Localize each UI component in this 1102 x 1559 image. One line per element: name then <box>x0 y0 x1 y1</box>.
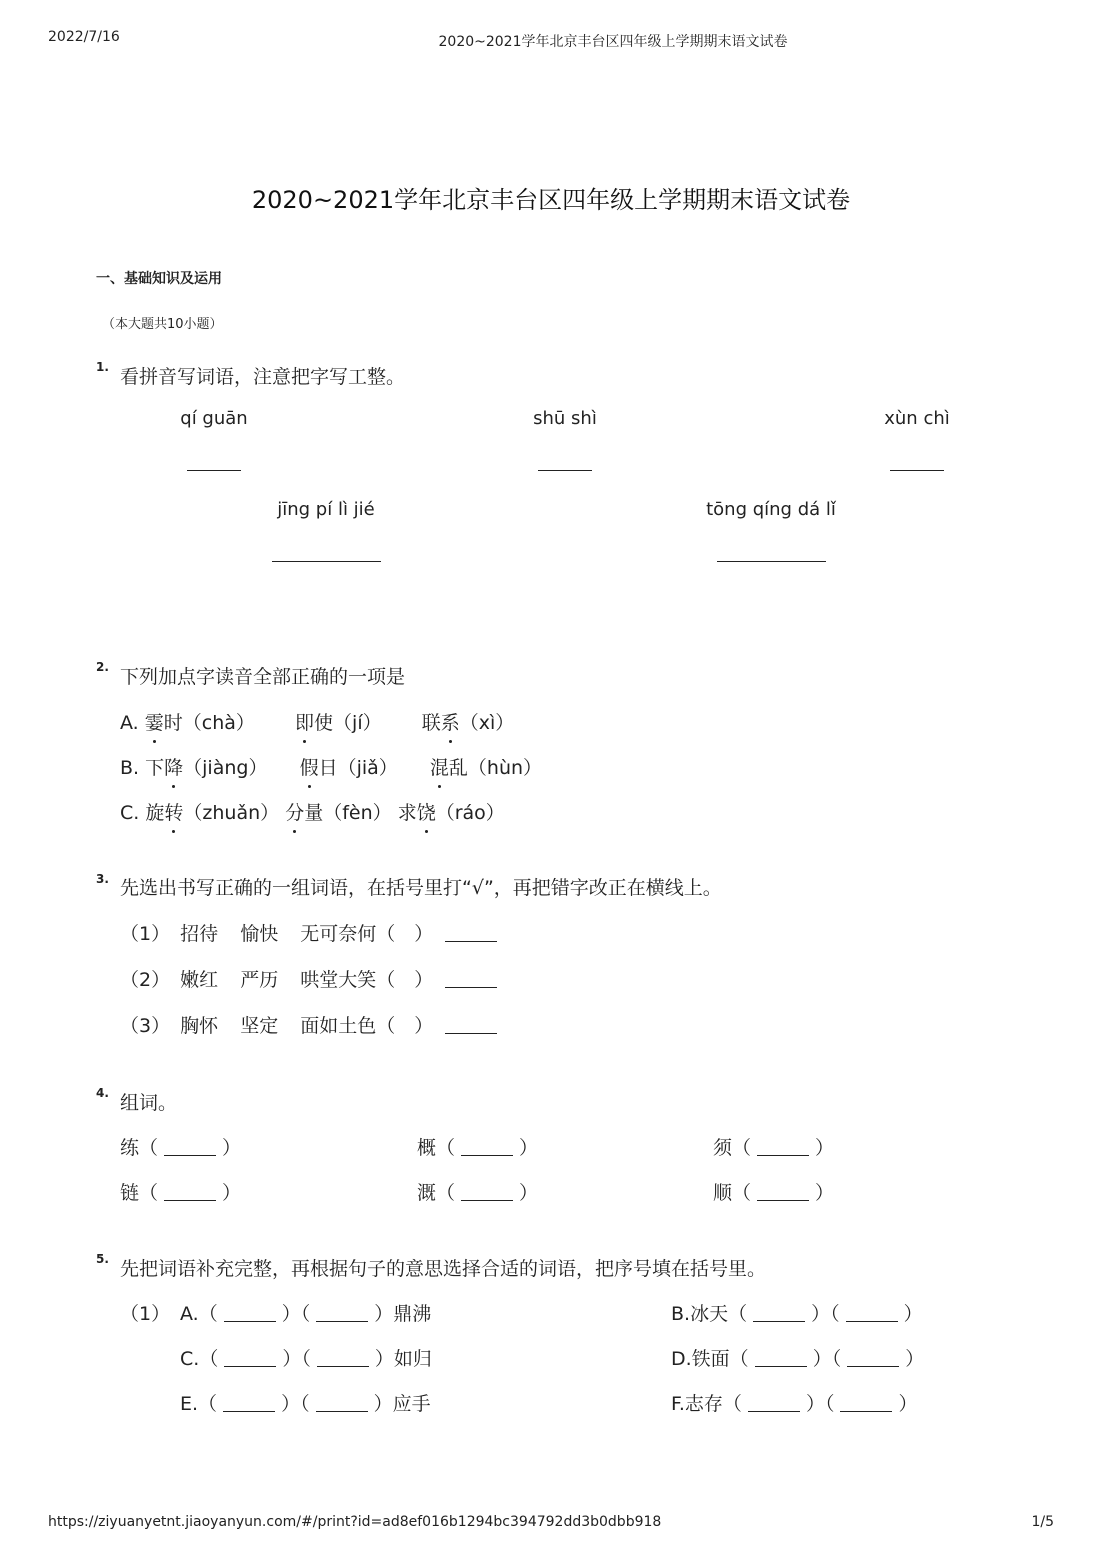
item-label: D.铁面 <box>671 1348 730 1370</box>
paren-close: ） <box>811 1303 831 1325</box>
pinyin-label: qí guān <box>180 408 248 429</box>
word: 无可奈何 <box>300 923 377 945</box>
idiom-item <box>180 1344 432 1371</box>
answer-line[interactable] <box>224 1321 276 1322</box>
word-build-item <box>713 1178 834 1205</box>
page-title: 2020~2021学年北京丰台区四年级上学期期末语文试卷 <box>251 186 851 214</box>
word: 哄堂大笑 <box>300 969 377 991</box>
word-build-item <box>417 1178 538 1205</box>
paren-open: （ <box>732 1137 752 1159</box>
word-part: 量 <box>304 802 324 824</box>
header-date: 2022/7/16 <box>48 29 120 45</box>
paren-close: ） <box>281 1303 301 1325</box>
word: 严历 <box>240 969 279 991</box>
word-build-item <box>120 1178 241 1205</box>
word-part: 旋 <box>145 802 165 824</box>
paren-open: （ <box>139 1182 159 1204</box>
option-a[interactable] <box>120 708 514 735</box>
row-index: （3） <box>120 1015 171 1037</box>
pinyin: （ráo） <box>435 802 505 824</box>
answer-line[interactable] <box>164 1200 216 1201</box>
answer-line[interactable] <box>847 1366 899 1367</box>
idiom-item <box>180 1389 431 1416</box>
paren-close: ） <box>373 1393 393 1415</box>
paren-close: ） <box>815 1137 835 1159</box>
row-index: （2） <box>120 969 171 991</box>
paren-close: ） <box>903 1303 923 1325</box>
question-number: 2. <box>96 660 109 674</box>
word-build-item <box>120 1133 241 1160</box>
dotted-char: 假 <box>300 753 319 780</box>
answer-line[interactable] <box>223 1411 275 1412</box>
idiom-tail: 鼎沸 <box>393 1303 432 1325</box>
char: 练 <box>120 1137 140 1159</box>
item-label: F.志存 <box>671 1393 723 1415</box>
item-label: B.冰天 <box>671 1303 729 1325</box>
paren-open: （ <box>436 1182 456 1204</box>
answer-line[interactable] <box>187 470 241 471</box>
word: 胸怀 <box>180 1015 219 1037</box>
paren-open: （ <box>198 1393 218 1415</box>
paren-open: （ <box>198 1303 218 1325</box>
paren-close: ） <box>282 1348 302 1370</box>
option-label: C. <box>120 802 140 824</box>
word: 嫩红 <box>180 969 219 991</box>
pinyin: （hùn） <box>467 757 543 779</box>
word-build-item <box>713 1133 834 1160</box>
word-group-row <box>120 919 503 946</box>
dotted-char: 霎 <box>145 708 164 735</box>
item-label: E. <box>180 1393 199 1415</box>
paren-open: （ <box>732 1182 752 1204</box>
paren-close: ） <box>898 1393 918 1415</box>
question-number: 5. <box>96 1252 109 1266</box>
item-label: C. <box>180 1348 200 1370</box>
word-part: 使 <box>314 712 334 734</box>
answer-line[interactable] <box>748 1411 800 1412</box>
answer-line[interactable] <box>317 1366 369 1367</box>
idiom-item <box>671 1299 923 1326</box>
pinyin: （xì） <box>459 712 515 734</box>
char: 概 <box>417 1137 437 1159</box>
row-index: （1） <box>120 923 171 945</box>
dotted-char: 分 <box>285 798 304 825</box>
char: 顺 <box>713 1182 733 1204</box>
check-paren[interactable]: （ ） <box>376 969 434 991</box>
option-label: A. <box>120 712 139 734</box>
answer-line[interactable] <box>757 1200 809 1201</box>
char: 溉 <box>417 1182 437 1204</box>
word-part: 日 <box>318 757 338 779</box>
item-label: A. <box>180 1303 199 1325</box>
question-text: 先把词语补充完整，再根据句子的意思选择合适的词语，把序号填在括号里。 <box>120 1258 767 1280</box>
paren-open: （ <box>436 1137 456 1159</box>
answer-line[interactable] <box>846 1321 898 1322</box>
footer-url[interactable]: https://ziyuanyetnt.jiaoyanyun.com/#/print?id=ad8ef016b1294bc394792dd3b0dbb918 <box>48 1514 662 1530</box>
word: 坚定 <box>240 1015 279 1037</box>
dotted-char: 混 <box>430 753 449 780</box>
paren-close: ） <box>905 1348 925 1370</box>
header-title: 2020~2021学年北京丰台区四年级上学期期末语文试卷 <box>438 34 788 50</box>
paren-open: （ <box>831 1348 842 1370</box>
dotted-char: 系 <box>441 708 460 735</box>
paren-close: ） <box>222 1137 242 1159</box>
check-paren[interactable]: （ ） <box>376 1015 434 1037</box>
pinyin: （jí） <box>333 712 382 734</box>
paren-open: （ <box>830 1303 840 1325</box>
idiom-item <box>180 1299 431 1326</box>
word-part: 下 <box>145 757 165 779</box>
paren-open: （ <box>728 1303 748 1325</box>
pinyin-label: shū shì <box>533 408 597 429</box>
answer-line[interactable] <box>753 1321 805 1322</box>
pinyin: （fèn） <box>323 802 392 824</box>
answer-line[interactable] <box>224 1366 276 1367</box>
answer-line[interactable] <box>717 561 826 562</box>
word: 招待 <box>180 923 219 945</box>
pinyin: （zhuǎn） <box>183 802 280 824</box>
pinyin-label: xùn chì <box>884 408 950 429</box>
question-number: 3. <box>96 872 109 886</box>
dotted-char: 转 <box>164 798 183 825</box>
paren-open: （ <box>300 1303 311 1325</box>
word-group-row <box>120 1011 503 1038</box>
dotted-char: 饶 <box>417 798 436 825</box>
idiom-item <box>671 1344 924 1371</box>
page-number: 1/5 <box>1031 1514 1054 1530</box>
answer-line[interactable] <box>445 1033 497 1034</box>
option-c[interactable] <box>120 798 505 825</box>
answer-line[interactable] <box>890 470 944 471</box>
question-number: 4. <box>96 1086 109 1100</box>
paren-close: ） <box>374 1348 394 1370</box>
answer-line[interactable] <box>755 1366 807 1367</box>
question-number: 1. <box>96 360 109 374</box>
answer-line[interactable] <box>461 1155 513 1156</box>
answer-line[interactable] <box>757 1155 809 1156</box>
section-title: 一、基础知识及运用 <box>96 271 222 287</box>
paren-close: ） <box>815 1182 835 1204</box>
answer-line[interactable] <box>445 941 497 942</box>
check-paren[interactable]: （ ） <box>376 923 434 945</box>
option-b[interactable] <box>120 753 542 780</box>
question-text: 组词。 <box>120 1092 178 1114</box>
paren-close: ） <box>222 1182 242 1204</box>
paren-open: （ <box>139 1137 159 1159</box>
dotted-char: 即 <box>295 708 314 735</box>
sub-index: （1） <box>120 1303 171 1325</box>
word-build-item <box>417 1133 538 1160</box>
pinyin-label: jīng pí lì jié <box>277 499 375 520</box>
paren-open: （ <box>722 1393 742 1415</box>
question-text: 先选出书写正确的一组词语，在括号里打“√”，再把错字改正在横线上。 <box>120 877 722 899</box>
answer-line[interactable] <box>840 1411 892 1412</box>
word: 愉快 <box>240 923 279 945</box>
pinyin: （jiàng） <box>183 757 268 779</box>
question-text: 下列加点字读音全部正确的一项是 <box>120 666 406 688</box>
option-label: B. <box>120 757 140 779</box>
paren-open: （ <box>300 1393 310 1415</box>
word-group-row <box>120 965 503 992</box>
pinyin: （jiǎ） <box>337 757 398 779</box>
paren-open: （ <box>301 1348 311 1370</box>
paren-close: ） <box>519 1182 539 1204</box>
word-part: 时 <box>163 712 183 734</box>
question-text: 看拼音写词语，注意把字写工整。 <box>120 366 406 388</box>
paren-close: ） <box>374 1303 394 1325</box>
pinyin-label: tōng qíng dá lǐ <box>706 499 836 520</box>
section-note: （本大题共10小题） <box>102 317 223 332</box>
paren-open: （ <box>199 1348 219 1370</box>
answer-line[interactable] <box>316 1411 368 1412</box>
word: 面如土色 <box>300 1015 377 1037</box>
idiom-tail: 应手 <box>392 1393 431 1415</box>
dotted-char: 降 <box>164 753 183 780</box>
paren-open: （ <box>824 1393 835 1415</box>
paren-close: ） <box>519 1137 539 1159</box>
pinyin: （chà） <box>182 712 255 734</box>
paren-close: ） <box>805 1393 825 1415</box>
answer-line[interactable] <box>164 1155 216 1156</box>
answer-line[interactable] <box>538 470 592 471</box>
char: 链 <box>120 1182 140 1204</box>
paren-open: （ <box>729 1348 749 1370</box>
idiom-item <box>671 1389 917 1416</box>
answer-line[interactable] <box>445 987 497 988</box>
paren-close: ） <box>812 1348 832 1370</box>
idiom-tail: 如归 <box>393 1348 432 1370</box>
paren-close: ） <box>281 1393 301 1415</box>
word-part: 求 <box>397 802 417 824</box>
word-part: 乱 <box>448 757 468 779</box>
answer-line[interactable] <box>461 1200 513 1201</box>
word-part: 联 <box>421 712 441 734</box>
answer-line[interactable] <box>272 561 381 562</box>
char: 须 <box>713 1137 733 1159</box>
answer-line[interactable] <box>316 1321 368 1322</box>
